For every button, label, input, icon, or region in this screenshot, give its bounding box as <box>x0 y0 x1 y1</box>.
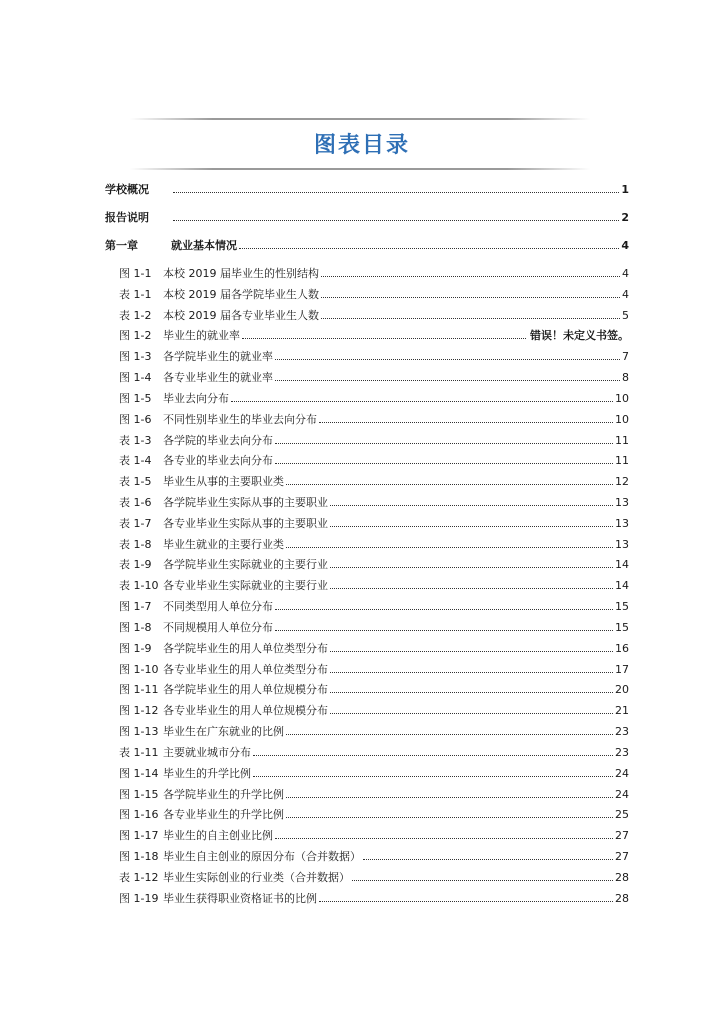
toc-entry-page: 27 <box>615 849 629 863</box>
toc-entry-caption: 不同性别毕业生的毕业去向分布 <box>163 412 317 426</box>
toc-entry-page: 错误！未定义书签。 <box>530 329 629 343</box>
toc-entry-page: 1 <box>621 183 629 196</box>
toc-entry[interactable] <box>119 598 629 616</box>
toc-leader-dots <box>286 536 613 548</box>
toc-entry-caption: 各专业毕业生的用人单位规模分布 <box>163 704 328 718</box>
toc-entry-page: 21 <box>615 704 629 718</box>
toc-entry-page: 14 <box>615 579 629 593</box>
toc-entry-page: 11 <box>615 454 629 468</box>
toc-entry-label: 图 1-12 <box>119 704 159 718</box>
toc-entry[interactable] <box>119 432 629 450</box>
top-rule <box>130 118 590 120</box>
toc-leader-dots <box>330 640 613 652</box>
toc-entry-label: 图 1-16 <box>119 808 159 822</box>
toc-entry-caption: 各专业毕业生的就业率 <box>163 371 273 385</box>
toc-entry-label: 表 1-2 <box>119 308 152 322</box>
toc-entry-caption: 各专业的毕业去向分布 <box>163 454 273 468</box>
toc-entry-page: 24 <box>615 787 629 801</box>
toc-leader-dots <box>321 307 620 319</box>
toc-entry-caption: 毕业生实际创业的行业类（合并数据） <box>163 870 350 884</box>
toc-entry-page: 4 <box>622 267 629 280</box>
toc-entry-caption: 本校 2019 届各学院毕业生人数 <box>163 287 319 301</box>
toc-entry-page: 10 <box>615 391 629 405</box>
toc-entry-label: 表 1-7 <box>119 516 152 530</box>
toc-leader-dots <box>363 848 613 860</box>
toc-leader-dots <box>330 515 613 527</box>
toc-entry-label: 表 1-1 <box>119 287 152 301</box>
toc-entry-caption: 毕业生自主创业的原因分布（合并数据） <box>163 849 361 863</box>
toc-entry-caption: 不同类型用人单位分布 <box>163 600 273 614</box>
toc-entry-page: 14 <box>615 558 629 572</box>
toc-entry-label: 表 1-10 <box>119 579 159 593</box>
toc-leader-dots <box>319 411 613 423</box>
toc-entry[interactable] <box>119 827 629 845</box>
toc-entry-page: 17 <box>615 662 629 676</box>
toc-entry[interactable] <box>119 681 629 699</box>
toc-leader-dots <box>330 556 613 568</box>
toc-entry-caption: 各学院毕业生实际从事的主要职业 <box>163 496 328 510</box>
toc-entry-caption: 各学院毕业生的升学比例 <box>163 787 284 801</box>
toc-entry-caption: 毕业去向分布 <box>163 391 229 405</box>
toc-entry-page: 7 <box>622 350 629 364</box>
toc-entry[interactable] <box>119 890 629 908</box>
toc-entry-page: 13 <box>615 537 629 551</box>
toc-leader-dots <box>253 744 613 756</box>
toc-entry-page: 16 <box>615 641 629 655</box>
toc-entry-caption: 毕业生从事的主要职业类 <box>163 475 284 489</box>
toc-entry[interactable] <box>119 327 629 345</box>
page-title: 图表目录 <box>313 133 410 158</box>
toc-entry-label: 表 1-4 <box>119 454 152 468</box>
toc-entry[interactable] <box>119 473 629 491</box>
toc-entry-label: 图 1-14 <box>119 766 159 780</box>
toc-leader-dots <box>275 827 613 839</box>
toc-leader-dots <box>321 265 620 277</box>
toc-entry-page: 13 <box>615 516 629 530</box>
toc-entry[interactable] <box>119 744 629 762</box>
toc-entry-caption: 各学院毕业生的用人单位规模分布 <box>163 683 328 697</box>
toc-entry-label: 图 1-13 <box>119 725 159 739</box>
toc-entry[interactable] <box>119 702 629 720</box>
toc-entry[interactable] <box>119 265 629 283</box>
toc-entry[interactable] <box>105 237 629 255</box>
toc-entry-page: 25 <box>615 808 629 822</box>
toc-entry-label: 图 1-6 <box>119 412 152 426</box>
toc-entry-caption: 各专业毕业生的用人单位类型分布 <box>163 662 328 676</box>
toc-entry-label: 图 1-10 <box>119 662 159 676</box>
toc-entry[interactable] <box>119 494 629 512</box>
toc-leader-dots <box>286 473 613 485</box>
toc-leader-dots <box>242 327 526 339</box>
toc-leader-dots <box>286 806 613 818</box>
toc-leader-dots <box>275 432 613 444</box>
toc-entry-page: 23 <box>615 745 629 759</box>
toc-entry-caption: 各专业毕业生的升学比例 <box>163 808 284 822</box>
toc-entry-caption: 毕业生的自主创业比例 <box>163 829 273 843</box>
bottom-rule <box>130 168 590 170</box>
toc-entry[interactable] <box>119 348 629 366</box>
toc-entry-label: 表 1-6 <box>119 496 152 510</box>
toc-entry-caption: 各学院毕业生实际就业的主要行业 <box>163 558 328 572</box>
toc-entry[interactable] <box>119 619 629 637</box>
toc-leader-dots <box>319 890 613 902</box>
toc-entry-page: 4 <box>621 239 629 252</box>
toc-entry-page: 15 <box>615 620 629 634</box>
toc-entry-label: 图 1-2 <box>119 329 152 343</box>
toc-entry-caption: 各专业毕业生实际从事的主要职业 <box>163 516 328 530</box>
toc-entry-page: 10 <box>615 412 629 426</box>
toc-entry[interactable] <box>119 515 629 533</box>
toc-entry-page: 11 <box>615 433 629 447</box>
toc-entry-label: 报告说明 <box>105 211 149 224</box>
toc-leader-dots <box>330 681 613 693</box>
toc-entry-caption: 毕业生就业的主要行业类 <box>163 537 284 551</box>
toc-entry-page: 24 <box>615 766 629 780</box>
toc-entry-label: 第一章 <box>105 239 138 252</box>
toc-leader-dots <box>231 390 613 402</box>
toc-entry-label: 图 1-15 <box>119 787 159 801</box>
toc-leader-dots <box>330 494 613 506</box>
toc-entry-page: 12 <box>615 475 629 489</box>
toc-entry[interactable] <box>119 640 629 658</box>
toc-entry-page: 15 <box>615 600 629 614</box>
toc-leader-dots <box>275 369 620 381</box>
toc-entry-caption: 毕业生的就业率 <box>163 329 240 343</box>
toc-entry[interactable] <box>119 369 629 387</box>
toc-entry[interactable] <box>119 411 629 429</box>
toc-leader-dots <box>330 577 613 589</box>
toc-entry[interactable] <box>119 723 629 741</box>
toc-entry-label: 学校概况 <box>105 183 149 196</box>
toc-leader-dots <box>239 237 619 249</box>
toc-entry-label: 图 1-3 <box>119 350 152 364</box>
toc-entry-page: 5 <box>622 308 629 322</box>
toc-entry[interactable] <box>119 536 629 554</box>
toc-entry-label: 图 1-19 <box>119 891 159 905</box>
toc-entry-caption: 各专业毕业生实际就业的主要行业 <box>163 579 328 593</box>
toc-entry-page: 28 <box>615 891 629 905</box>
toc-leader-dots <box>286 723 613 735</box>
toc-entry-page: 4 <box>622 287 629 301</box>
toc-entry-label: 图 1-5 <box>119 391 152 405</box>
toc-entry-page: 27 <box>615 829 629 843</box>
toc-entry[interactable] <box>119 286 629 304</box>
toc-entry-page: 13 <box>615 496 629 510</box>
toc-leader-dots <box>173 209 619 221</box>
toc-entry-label: 图 1-11 <box>119 683 159 697</box>
toc-entry-caption: 就业基本情况 <box>171 239 237 252</box>
toc-entry[interactable] <box>119 307 629 325</box>
toc-entry-caption: 本校 2019 届各专业毕业生人数 <box>163 308 319 322</box>
toc-entry-caption: 各学院毕业生的用人单位类型分布 <box>163 641 328 655</box>
toc-entry-label: 图 1-1 <box>119 267 152 280</box>
toc-entry-page: 23 <box>615 725 629 739</box>
toc-entry[interactable] <box>119 806 629 824</box>
toc-entry[interactable] <box>119 452 629 470</box>
toc-entry[interactable] <box>119 390 629 408</box>
toc-entry-caption: 主要就业城市分布 <box>163 745 251 759</box>
toc-leader-dots <box>275 452 613 464</box>
toc-entry-page: 8 <box>622 371 629 385</box>
toc-entry-caption: 各学院毕业生的就业率 <box>163 350 273 364</box>
toc-entry-page: 2 <box>621 211 629 224</box>
toc-entry-label: 图 1-4 <box>119 371 152 385</box>
toc-entry[interactable] <box>119 848 629 866</box>
toc-entry-label: 表 1-8 <box>119 537 152 551</box>
toc-leader-dots <box>275 348 620 360</box>
toc-entry-label: 图 1-7 <box>119 600 152 614</box>
toc-entry-label: 图 1-8 <box>119 620 152 634</box>
toc-entry[interactable] <box>105 209 629 227</box>
toc-entry-caption: 不同规模用人单位分布 <box>163 620 273 634</box>
toc-entry[interactable] <box>119 869 629 887</box>
toc-leader-dots <box>253 765 613 777</box>
toc-entry[interactable] <box>119 577 629 595</box>
toc-entry-label: 图 1-17 <box>119 829 159 843</box>
toc-leader-dots <box>352 869 613 881</box>
toc-leader-dots <box>330 702 613 714</box>
toc-entry-caption: 各学院的毕业去向分布 <box>163 433 273 447</box>
toc-entry-caption: 毕业生在广东就业的比例 <box>163 725 284 739</box>
toc-entry-label: 表 1-12 <box>119 870 159 884</box>
toc-leader-dots <box>330 661 613 673</box>
toc-entry-label: 表 1-11 <box>119 745 159 759</box>
toc-entry[interactable] <box>119 661 629 679</box>
toc-entry-label: 表 1-3 <box>119 433 152 447</box>
toc-leader-dots <box>321 286 620 298</box>
toc-entry-caption: 毕业生获得职业资格证书的比例 <box>163 891 317 905</box>
toc-entry-label: 图 1-18 <box>119 849 159 863</box>
toc-entry[interactable] <box>119 556 629 574</box>
toc-entry-page: 20 <box>615 683 629 697</box>
toc-leader-dots <box>173 181 619 193</box>
toc-entry-label: 表 1-5 <box>119 475 152 489</box>
toc-entry-label: 表 1-9 <box>119 558 152 572</box>
toc-entry-caption: 毕业生的升学比例 <box>163 766 251 780</box>
toc-entry-label: 图 1-9 <box>119 641 152 655</box>
toc-entry-page: 28 <box>615 870 629 884</box>
toc-leader-dots <box>275 598 613 610</box>
toc-leader-dots <box>275 619 613 631</box>
toc-leader-dots <box>286 786 613 798</box>
toc-entry[interactable] <box>105 181 629 199</box>
toc-entry-caption: 本校 2019 届毕业生的性别结构 <box>163 267 319 280</box>
toc-entry[interactable] <box>119 786 629 804</box>
toc-entry[interactable] <box>119 765 629 783</box>
